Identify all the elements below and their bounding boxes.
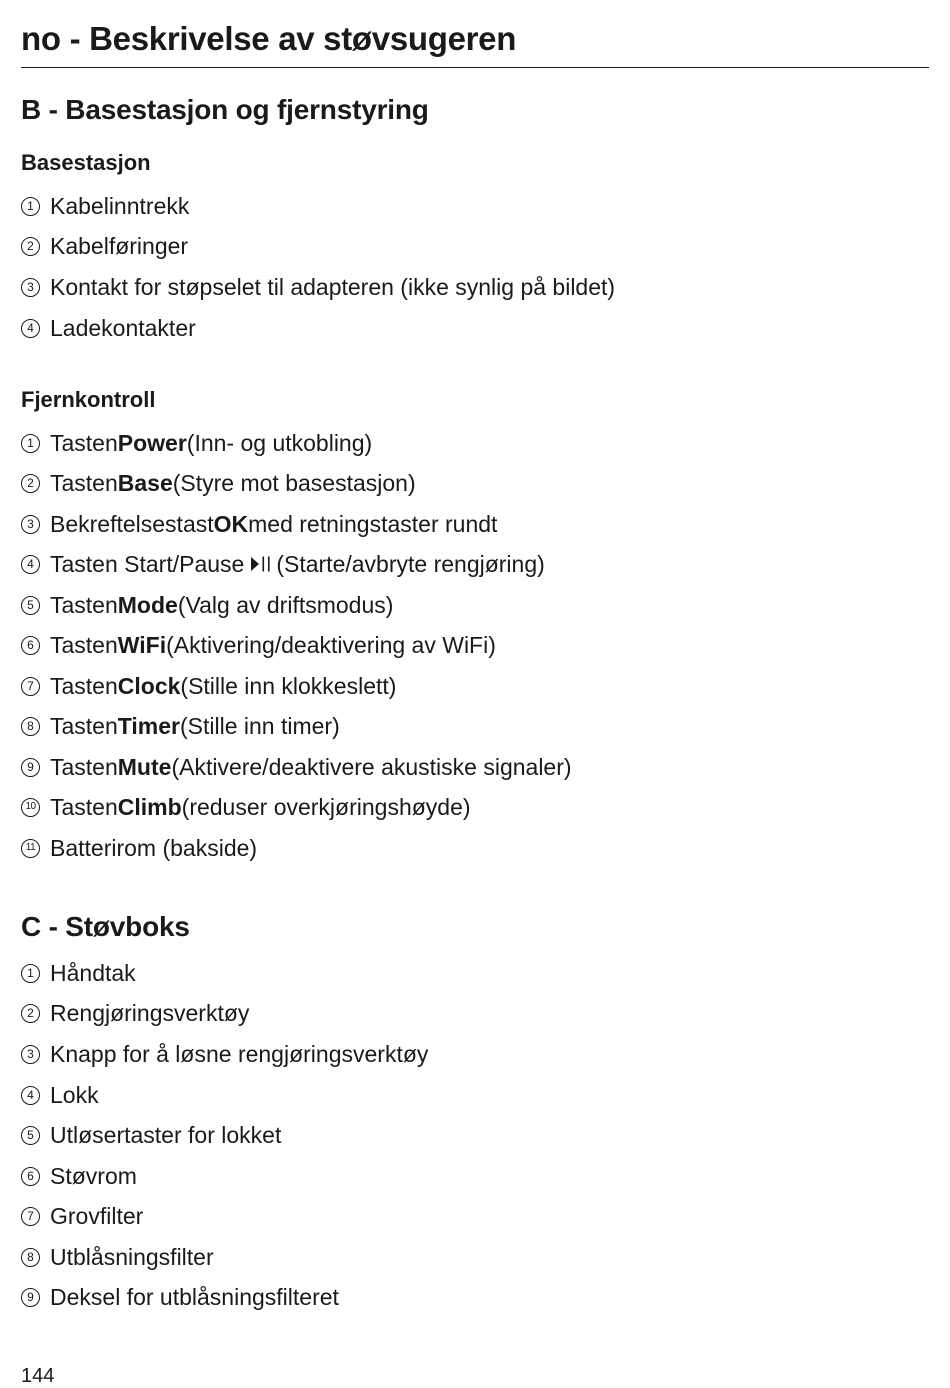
item-number-badge: 1	[21, 197, 40, 216]
item-text-post: (Starte/avbryte rengjøring)	[276, 551, 545, 577]
item-number-badge: 8	[21, 717, 40, 736]
item-text: Håndtak	[50, 960, 136, 986]
key-name: WiFi	[117, 632, 167, 658]
remote-item	[21, 833, 257, 863]
item-text-post: (Inn- og utkobling)	[186, 430, 373, 456]
item-text: Knapp for å løsne rengjøringsverktøy	[50, 1041, 429, 1067]
item-text-pre: Tasten	[50, 470, 118, 496]
item-number-badge: 8	[21, 1248, 40, 1267]
dustbox-item	[21, 1242, 214, 1272]
key-name: Power	[117, 430, 187, 456]
dustbox-item	[21, 1282, 339, 1312]
item-text-pre: Tasten	[50, 632, 118, 658]
page-title: no - Beskrivelse av støvsugeren	[21, 20, 517, 57]
item-text: Støvrom	[50, 1163, 137, 1189]
key-name: Timer	[117, 713, 180, 739]
dustbox-item	[21, 1039, 428, 1069]
section-b-heading: B - Basestasjon og fjernstyring	[21, 94, 429, 125]
item-number-badge: 2	[21, 1004, 40, 1023]
remote-item	[21, 630, 496, 660]
item-number-badge: 2	[21, 474, 40, 493]
basestation-item	[21, 272, 615, 302]
item-number-badge: 6	[21, 1167, 40, 1186]
item-text-post: (Stille inn timer)	[179, 713, 340, 739]
item-text-pre: Tasten Start/Pause	[50, 551, 245, 577]
item-text-pre: Tasten	[50, 754, 118, 780]
item-text-post: (Valg av driftsmodus)	[177, 592, 394, 618]
item-number-badge: 4	[21, 555, 40, 574]
key-name: Mute	[117, 754, 172, 780]
remote-item	[21, 792, 471, 822]
dustbox-item	[21, 1080, 99, 1110]
remote-item	[21, 549, 545, 579]
item-text: Kabelinntrekk	[50, 193, 190, 219]
item-text-post: (Aktivere/deaktivere akustiske signaler)	[171, 754, 572, 780]
item-text-pre: Tasten	[50, 430, 118, 456]
item-text: Kontakt for støpselet til adapteren (ikke synlig på bildet)	[50, 274, 616, 300]
remote-item	[21, 671, 396, 701]
item-text-pre: Batterirom (bakside)	[50, 835, 258, 861]
play-pause-icon	[250, 554, 274, 574]
item-text: Lokk	[50, 1082, 99, 1108]
item-number-badge: 6	[21, 636, 40, 655]
item-number-badge: 3	[21, 1045, 40, 1064]
key-name: Base	[117, 470, 173, 496]
remote-item	[21, 468, 416, 498]
item-text: Grovfilter	[50, 1203, 144, 1229]
dustbox-item	[21, 1120, 281, 1150]
remote-item	[21, 428, 372, 458]
item-number-badge: 11	[21, 839, 40, 858]
key-name: Clock	[117, 673, 181, 699]
item-text: Utblåsningsfilter	[50, 1244, 214, 1270]
item-number-badge: 5	[21, 596, 40, 615]
key-name: OK	[213, 511, 249, 537]
item-text-pre: Bekreftelsestast	[50, 511, 214, 537]
item-text: Kabelføringer	[50, 233, 189, 259]
dustbox-item	[21, 1161, 137, 1191]
item-text: Deksel for utblåsningsfilteret	[50, 1284, 339, 1310]
remote-item	[21, 509, 497, 539]
item-number-badge: 7	[21, 1207, 40, 1226]
item-number-badge: 3	[21, 515, 40, 534]
item-number-badge: 7	[21, 677, 40, 696]
item-text: Utløsertaster for lokket	[50, 1122, 282, 1148]
basestation-heading: Basestasjon	[21, 150, 151, 175]
item-number-badge: 9	[21, 758, 40, 777]
key-name: Mode	[117, 592, 178, 618]
item-text-pre: Tasten	[50, 794, 118, 820]
item-number-badge: 5	[21, 1126, 40, 1145]
item-number-badge: 10	[21, 798, 40, 817]
remote-heading: Fjernkontroll	[21, 387, 156, 412]
remote-item	[21, 752, 572, 782]
item-number-badge: 1	[21, 964, 40, 983]
item-number-badge: 4	[21, 1086, 40, 1105]
basestation-item	[21, 313, 196, 343]
item-text-pre: Tasten	[50, 673, 118, 699]
basestation-item	[21, 191, 189, 221]
basestation-item	[21, 231, 188, 261]
dustbox-item	[21, 958, 136, 988]
item-text-pre: Tasten	[50, 713, 118, 739]
item-text-post: (Aktivering/deaktivering av WiFi)	[166, 632, 496, 658]
item-text-pre: Tasten	[50, 592, 118, 618]
item-text-post: (reduser overkjøringshøyde)	[181, 794, 471, 820]
item-text-post: (Styre mot basestasjon)	[172, 470, 416, 496]
item-number-badge: 9	[21, 1288, 40, 1307]
item-text: Rengjøringsverktøy	[50, 1000, 250, 1026]
item-text: Ladekontakter	[50, 315, 196, 341]
item-number-badge: 1	[21, 434, 40, 453]
item-text-post: (Stille inn klokkeslett)	[180, 673, 397, 699]
page-header	[21, 18, 929, 68]
section-c-heading: C - Støvboks	[21, 911, 190, 942]
dustbox-item	[21, 998, 249, 1028]
item-number-badge: 3	[21, 278, 40, 297]
item-text-post: med retningstaster rundt	[248, 511, 498, 537]
dustbox-item	[21, 1201, 143, 1231]
remote-item	[21, 590, 393, 620]
remote-item	[21, 711, 340, 741]
item-number-badge: 2	[21, 237, 40, 256]
page-number: 144	[21, 1365, 55, 1387]
item-number-badge: 4	[21, 319, 40, 338]
key-name: Climb	[117, 794, 182, 820]
